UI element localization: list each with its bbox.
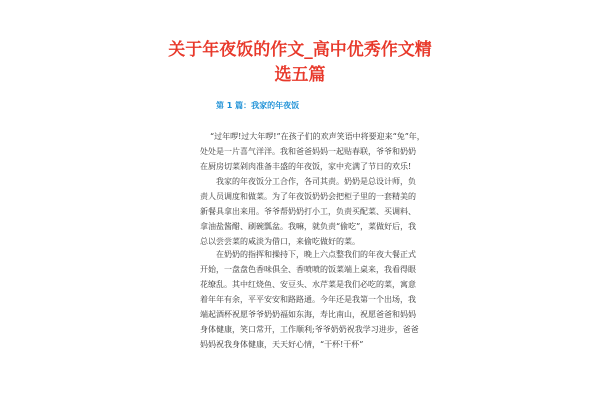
text-line: 妈妈祝我身体健康，天天好心情，“干杯!干杯” xyxy=(200,340,364,349)
text-line: 处处是一片喜气洋洋。我和爸爸妈妈一起贴春联，爷爷和奶奶 xyxy=(200,147,416,156)
document-title xyxy=(0,38,600,88)
document-title-line: 关于年夜饭的作文_高中优秀作文精 xyxy=(168,40,432,60)
text-line: 新餐具拿出来用。爷爷帮奶奶打小工，负责买配菜、买调料、 xyxy=(200,207,416,216)
document-title-line: 选五篇 xyxy=(274,65,326,85)
paragraph-2 xyxy=(200,174,417,249)
text-line: 责人员调度和做菜。为了年夜饭奶奶会把柜子里的一套精美的 xyxy=(200,192,416,201)
section-heading: 第 1 篇：我家的年夜饭 xyxy=(216,101,300,110)
text-line: 身体健康，笑口常开，工作顺利;爷爷奶奶祝我学习进步，爸爸 xyxy=(200,325,419,334)
text-line: 在厨房切菜剁肉准备丰盛的年夜饭，家中充满了节日的欢乐! xyxy=(200,162,412,171)
paragraph-3 xyxy=(200,247,419,352)
text-line: 端起酒杯祝愿爷爷奶奶福如东海，寿比南山，祝愿爸爸和妈妈 xyxy=(200,310,416,319)
text-line: 在奶奶的指挥和操持下，晚上六点整我们的年夜大餐正式 xyxy=(216,250,416,259)
text-line: 开始，一盘盘色香味俱全、香喷喷的饭菜端上桌来，我看得眼 xyxy=(200,265,416,274)
text-line: “过年啰!过大年啰!”在孩子们的欢声笑语中将要迎来“兔”年， xyxy=(210,132,425,141)
text-line: 我家的年夜饭分工合作，各司其责。奶奶是总设计师，负 xyxy=(216,177,416,186)
text-line: 总以尝尝菜的咸淡为借口，来偷吃做好的菜。 xyxy=(200,237,360,246)
paragraph-1 xyxy=(200,129,425,174)
text-line: 花缭乱。其中红烧鱼、安豆头、水芹菜是我们必吃的菜，寓意 xyxy=(200,280,416,289)
text-line: 拿油盐酱醋、刷碗瓢盆。我嘛，就负责“偷吃”，菜做好后，我 xyxy=(200,222,417,231)
text-line: 着年年有余，平平安安和路路通。今年还是我第一个出场，我 xyxy=(200,295,416,304)
